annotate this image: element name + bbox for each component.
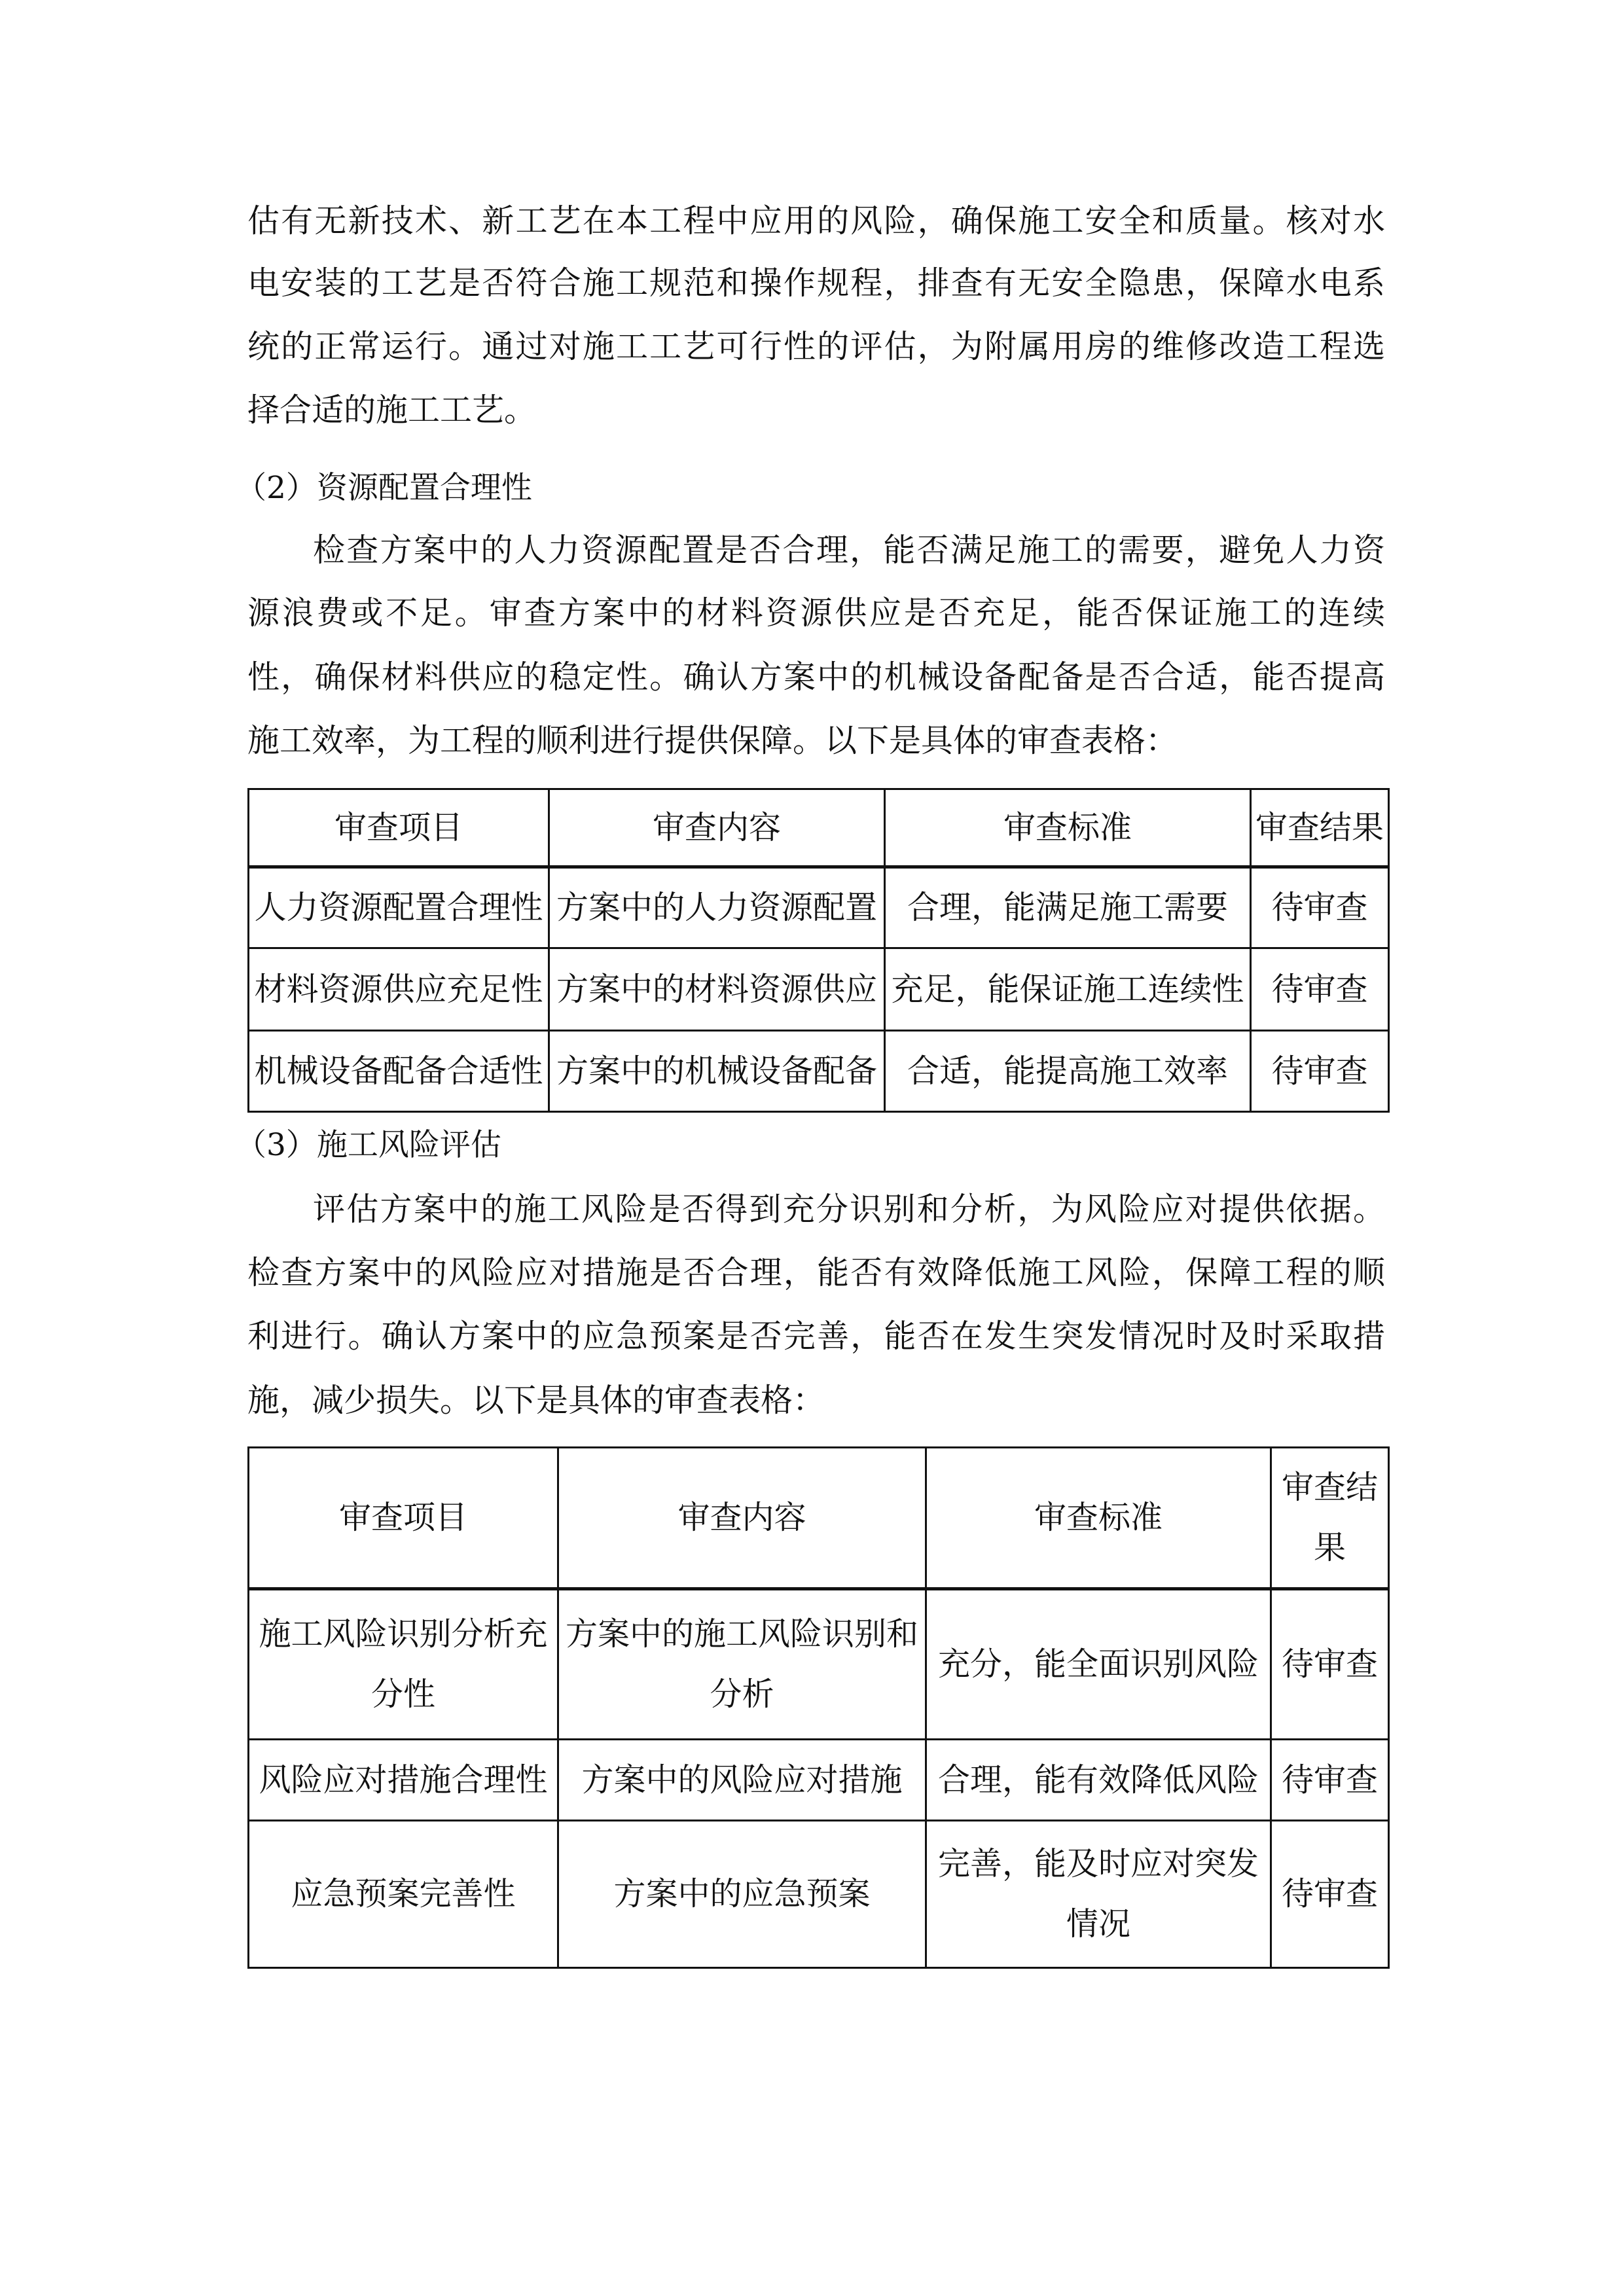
table-cell: 待审查 <box>1271 1821 1389 1968</box>
table-cell: 方案中的风险应对措施 <box>558 1740 926 1821</box>
header-cell: 审查标准 <box>926 1448 1271 1589</box>
text-line: 利进行。确认方案中的应急预案是否完善，能否在发生突发情况时及时采取措 <box>247 1318 1385 1355</box>
table-header-row <box>249 789 1389 867</box>
text-line: 检查方案中的风险应对措施是否合理，能否有效降低施工风险，保障工程的顺 <box>247 1254 1385 1291</box>
table-cell: 合适，能提高施工效率 <box>885 1031 1251 1112</box>
header-cell: 审查标准 <box>885 789 1251 867</box>
text-line: 择合适的施工工艺。 <box>247 391 537 429</box>
table-cell: 待审查 <box>1271 1740 1389 1821</box>
header-cell: 审查内容 <box>549 789 885 867</box>
table-cell: 应急预案完善性 <box>249 1821 558 1968</box>
section-heading-resource: （2）资源配置合理性 <box>236 470 532 506</box>
table-cell: 人力资源配置合理性 <box>249 867 549 948</box>
table-cell: 方案中的材料资源供应 <box>549 948 885 1031</box>
table-cell: 风险应对措施合理性 <box>249 1740 558 1821</box>
text-line: 统的正常运行。通过对施工工艺可行性的评估，为附属用房的维修改造工程选 <box>247 328 1385 365</box>
table-cell: 合理，能有效降低风险 <box>926 1740 1271 1821</box>
table-cell: 充足，能保证施工连续性 <box>885 948 1251 1031</box>
table-cell: 合理，能满足施工需要 <box>885 867 1251 948</box>
table-cell: 方案中的机械设备配备 <box>549 1031 885 1112</box>
text-line: 估有无新技术、新工艺在本工程中应用的风险，确保施工安全和质量。核对水 <box>247 202 1385 240</box>
table-cell: 机械设备配备合适性 <box>249 1031 549 1112</box>
table-cell: 待审查 <box>1251 948 1389 1031</box>
text-line: 评估方案中的施工风险是否得到充分识别和分析，为风险应对提供依据。 <box>313 1191 1385 1228</box>
table-row <box>249 867 1389 948</box>
section-heading-risk: （3）施工风险评估 <box>236 1127 501 1163</box>
table-row <box>249 1821 1389 1968</box>
table-cell: 待审查 <box>1251 867 1389 948</box>
table-row <box>249 1589 1389 1740</box>
text-line: 源浪费或不足。审查方案中的材料资源供应是否充足，能否保证施工的连续 <box>247 594 1385 632</box>
table-row <box>249 948 1389 1031</box>
risk-review-table <box>247 1446 1390 1969</box>
text-line: 施，减少损失。以下是具体的审查表格： <box>247 1382 825 1419</box>
header-cell: 审查内容 <box>558 1448 926 1589</box>
text-line: 检查方案中的人力资源配置是否合理，能否满足施工的需要，避免人力资 <box>313 531 1385 569</box>
header-cell: 审查项目 <box>249 1448 558 1589</box>
header-cell: 审查结果 <box>1251 789 1389 867</box>
table-cell: 待审查 <box>1251 1031 1389 1112</box>
text-line: 施工效率，为工程的顺利进行提供保障。以下是具体的审查表格： <box>247 722 1178 759</box>
table-row <box>249 1031 1389 1112</box>
table-row <box>249 1740 1389 1821</box>
header-cell: 审查结果 <box>1271 1448 1389 1589</box>
table-cell: 材料资源供应充足性 <box>249 948 549 1031</box>
resource-review-table <box>247 788 1390 1113</box>
table-cell: 方案中的施工风险识别和分析 <box>558 1589 926 1740</box>
header-cell: 审查项目 <box>249 789 549 867</box>
table-header-row <box>249 1448 1389 1589</box>
table-cell: 待审查 <box>1271 1589 1389 1740</box>
text-line: 性，确保材料供应的稳定性。确认方案中的机械设备配备是否合适，能否提高 <box>247 658 1385 696</box>
table-cell: 充分，能全面识别风险 <box>926 1589 1271 1740</box>
table-cell: 施工风险识别分析充分性 <box>249 1589 558 1740</box>
text-line: 电安装的工艺是否符合施工规范和操作规程，排查有无安全隐患，保障水电系 <box>247 264 1385 302</box>
table-cell: 方案中的人力资源配置 <box>549 867 885 948</box>
table-cell: 方案中的应急预案 <box>558 1821 926 1968</box>
table-cell: 完善，能及时应对突发情况 <box>926 1821 1271 1968</box>
